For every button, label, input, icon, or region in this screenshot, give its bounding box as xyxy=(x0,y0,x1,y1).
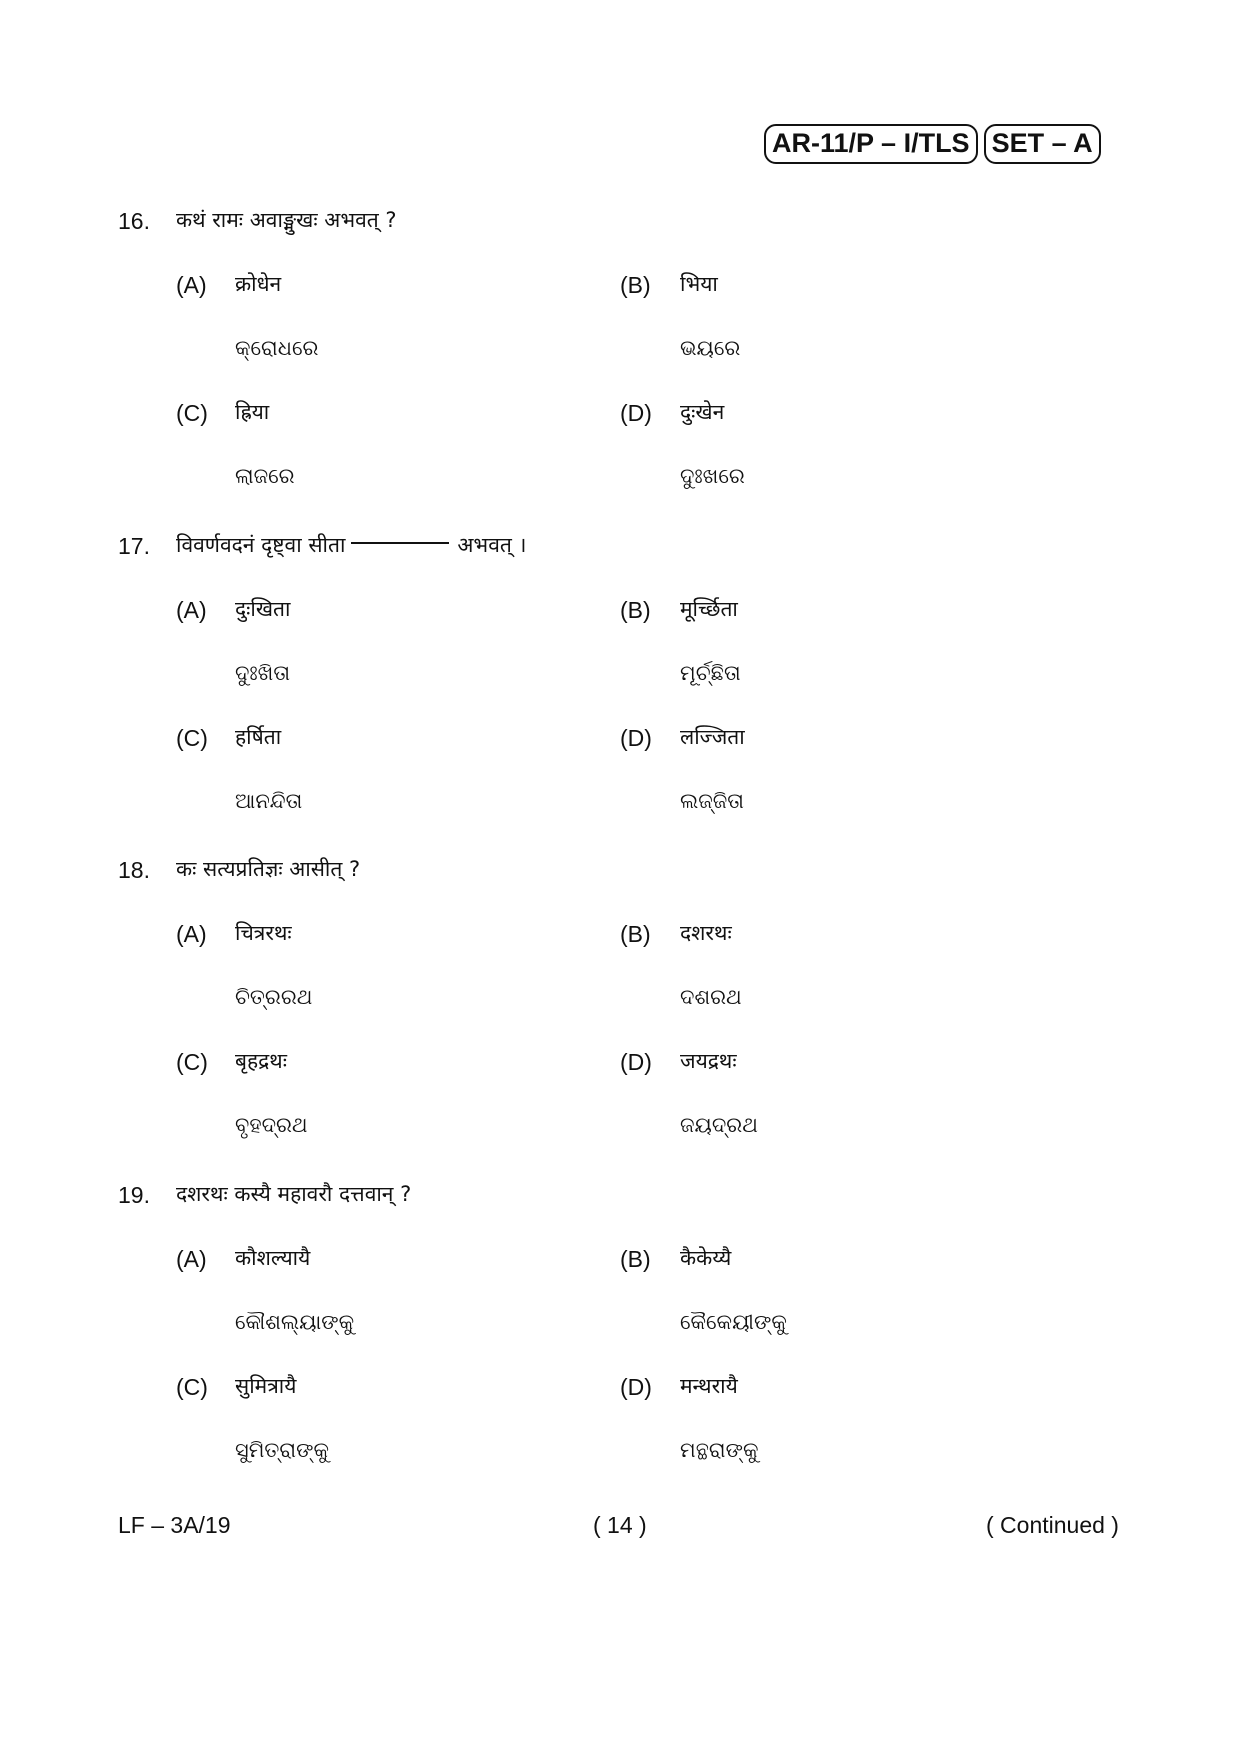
option-b-sanskrit: मूर्च्छिता xyxy=(680,597,738,621)
option-c-odia: ବୃହଦ୍ରଥ xyxy=(235,1113,308,1137)
option-d-sanskrit: मन्थरायै xyxy=(680,1374,738,1398)
option-d-odia: ଲଜ୍ଜିତା xyxy=(680,789,744,813)
option-c-letter: (C) xyxy=(176,725,208,751)
option-c-odia: ସୁମିତ୍ରାଙ୍କୁ xyxy=(235,1438,329,1462)
option-c-sanskrit: सुमित्रायै xyxy=(235,1374,297,1398)
option-a-letter: (A) xyxy=(176,597,207,623)
paper-code: AR-11/P – I/TLS xyxy=(764,124,978,164)
question-number: 17. xyxy=(118,533,150,559)
option-b-sanskrit: कैकेय्यै xyxy=(680,1246,732,1270)
option-a-letter: (A) xyxy=(176,1246,207,1272)
option-c-odia: ଆନନ୍ଦିତା xyxy=(235,789,303,813)
question-17 xyxy=(0,533,1240,813)
option-b-odia: ମୂର୍ଚ୍ଛିତା xyxy=(680,661,741,685)
option-a-odia: ଦୁଃଖିତା xyxy=(235,661,291,685)
option-d-letter: (D) xyxy=(620,400,652,426)
question-number: 16. xyxy=(118,208,150,234)
set-label: SET – A xyxy=(984,124,1101,164)
footer-code: LF – 3A/19 xyxy=(118,1512,231,1538)
question-16 xyxy=(0,208,1240,488)
option-b-odia: ଭୟରେ xyxy=(680,336,741,360)
question-text-before: विवर्णवदनं दृष्ट्वा सीता xyxy=(176,533,346,557)
option-d-odia: ମନ୍ଥରାଙ୍କୁ xyxy=(680,1438,759,1462)
option-d-odia: ଦୁଃଖରେ xyxy=(680,464,745,488)
option-d-odia: ଜୟଦ୍ରଥ xyxy=(680,1113,758,1137)
option-a-odia: ଚିତ୍ରରଥ xyxy=(235,985,313,1009)
paper-header xyxy=(764,124,1101,164)
question-text: दशरथः कस्यै महावरौ दत्तवान् ? xyxy=(176,1182,412,1206)
option-d-sanskrit: जयद्रथः xyxy=(680,1049,737,1073)
option-a-sanskrit: क्रोधेन xyxy=(235,272,282,296)
option-c-odia: ଲାଜରେ xyxy=(235,464,295,488)
option-b-odia: ଦଶରଥ xyxy=(680,985,742,1009)
question-text: कथं रामः अवाङ्मुखः अभवत् ? xyxy=(176,208,397,232)
question-18 xyxy=(0,857,1240,1137)
option-d-letter: (D) xyxy=(620,1374,652,1400)
option-b-odia: କୈକେୟୀଙ୍କୁ xyxy=(680,1310,787,1334)
option-c-sanskrit: हर्षिता xyxy=(235,725,282,749)
option-b-letter: (B) xyxy=(620,272,651,298)
option-a-sanskrit: दुःखिता xyxy=(235,597,291,621)
option-b-sanskrit: भिया xyxy=(680,272,718,296)
option-b-letter: (B) xyxy=(620,921,651,947)
option-b-letter: (B) xyxy=(620,597,651,623)
option-d-letter: (D) xyxy=(620,725,652,751)
option-c-sanskrit: ह्रिया xyxy=(235,400,270,424)
option-b-letter: (B) xyxy=(620,1246,651,1272)
option-a-odia: କ୍ରୋଧରେ xyxy=(235,336,319,360)
page-number: ( 14 ) xyxy=(593,1512,647,1538)
question-text xyxy=(176,531,526,559)
option-d-sanskrit: दुःखेन xyxy=(680,400,725,424)
question-text-after: अभवत् । xyxy=(457,533,527,557)
option-d-letter: (D) xyxy=(620,1049,652,1075)
option-a-sanskrit: कौशल्यायै xyxy=(235,1246,311,1270)
option-c-letter: (C) xyxy=(176,400,208,426)
question-number: 18. xyxy=(118,857,150,883)
question-text: कः सत्यप्रतिज्ञः आसीत् ? xyxy=(176,857,361,881)
question-19 xyxy=(0,1182,1240,1462)
option-a-letter: (A) xyxy=(176,921,207,947)
option-c-sanskrit: बृहद्रथः xyxy=(235,1049,287,1073)
option-d-sanskrit: लज्जिता xyxy=(680,725,745,749)
option-b-sanskrit: दशरथः xyxy=(680,921,732,945)
option-a-odia: କୌଶଲ୍ୟାଙ୍କୁ xyxy=(235,1310,355,1334)
continued-label: ( Continued ) xyxy=(986,1512,1119,1538)
option-c-letter: (C) xyxy=(176,1374,208,1400)
question-number: 19. xyxy=(118,1182,150,1208)
option-c-letter: (C) xyxy=(176,1049,208,1075)
answer-blank xyxy=(351,542,449,544)
option-a-sanskrit: चित्ररथः xyxy=(235,921,292,945)
option-a-letter: (A) xyxy=(176,272,207,298)
